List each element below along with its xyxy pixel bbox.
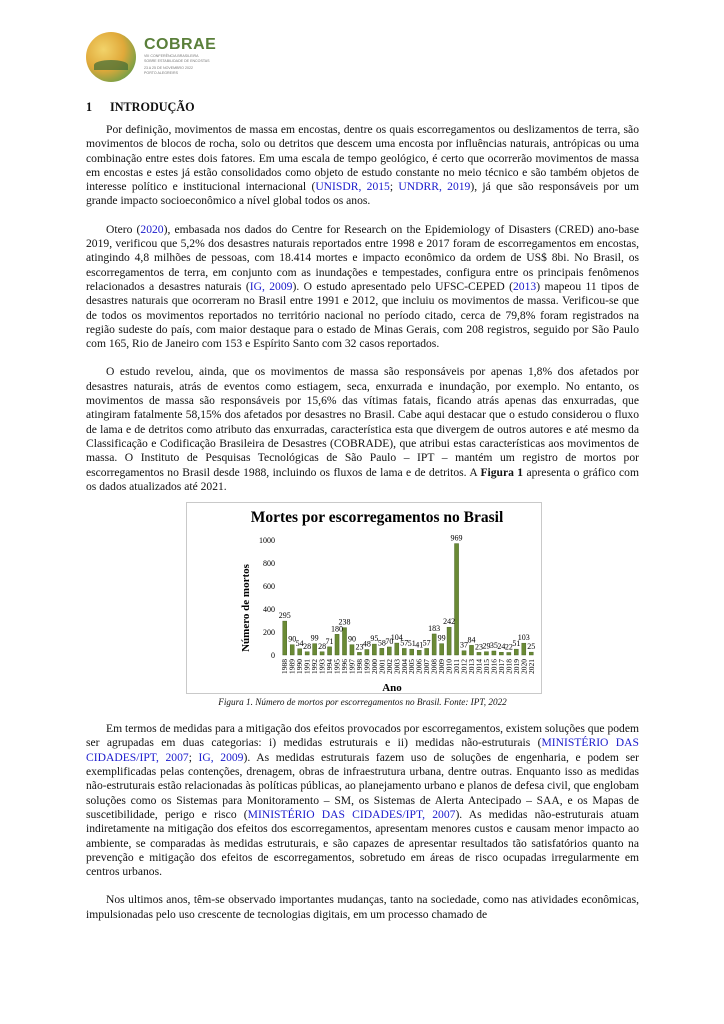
- x-tick-label: 2008: [429, 659, 439, 675]
- bar-value-label: 90: [288, 634, 297, 644]
- x-tick-label: 2017: [496, 659, 506, 675]
- bar: [507, 653, 511, 656]
- bar: [283, 621, 287, 655]
- section-heading: [86, 100, 639, 115]
- citation-link[interactable]: UNISDR, 2015: [315, 180, 390, 194]
- bar-value-label: 54: [295, 638, 304, 648]
- bar: [440, 644, 444, 655]
- bar: [365, 650, 369, 656]
- paragraph-2: [86, 223, 639, 352]
- x-tick-label: 2021: [526, 659, 536, 675]
- x-tick-label: 2003: [392, 659, 402, 675]
- logo-subtitle-4: PORTO ALEGRE/RS: [144, 71, 179, 75]
- y-axis-label: Número de mortos: [240, 564, 252, 653]
- x-tick-label: 2016: [489, 659, 499, 675]
- paragraph-text: ). O estudo apresentado pelo UFSC-CEPED (: [292, 279, 513, 293]
- bar: [410, 649, 414, 655]
- bar-value-label: 242: [443, 617, 456, 627]
- x-axis-label: Ano: [382, 682, 402, 694]
- figure-1-chart: [186, 502, 542, 694]
- y-tick-label: 0: [271, 651, 275, 661]
- y-tick-label: 600: [263, 582, 275, 592]
- bar-value-label: 58: [377, 638, 386, 648]
- conference-header: [86, 30, 346, 88]
- x-tick-label: 2015: [481, 659, 491, 675]
- x-tick-label: 2020: [519, 659, 529, 675]
- paragraph-text: ) mapeou 11 tipos de desastres naturais que ocorreram no Brasil entre 1991 e 2012, que incluiu os movimentos de massa. Verificou-se que de todos os movimentos reportados no território nacional no período citado, cerca de 79,8% foram registrados na região sudeste do país, com maior destaque para o estado de Minas Gerais, com 208 registros, seguido por São Paulo com 165, Rio de Janeiro com 153 e Espírito Santo com 32 casos reportados.: [86, 279, 639, 351]
- bar: [522, 643, 526, 655]
- bar: [455, 544, 459, 655]
- logo-subtitle-3: 23 A 25 DE NOVEMBRO 2022: [144, 66, 193, 70]
- x-tick-label: 1992: [310, 659, 320, 675]
- bar: [342, 628, 346, 655]
- bar: [484, 652, 488, 655]
- logo-title: COBRAE: [144, 36, 217, 53]
- x-tick-label: 1994: [325, 659, 335, 675]
- bar-value-label: 57: [422, 638, 431, 648]
- x-tick-label: 2005: [407, 659, 417, 675]
- paragraph-text: ;: [389, 180, 399, 194]
- bar: [313, 644, 317, 655]
- x-tick-label: 2007: [422, 659, 432, 675]
- paragraph-text: Por definição, movimentos de massa em encostas, dentre os quais escorregamentos ou deslizamentos de terra, são movimentos de blocos de rocha, solo ou detritos que descem uma encosta por influências naturais, antrópicas ou uma combinação entre estes dois fatores. Em uma escala de tempo geológico, é certo que ocorrerão movimentos de massa em encostas e estes já estão consolidados como objeto de estudo constante no meio técnico e são também objetos de interesse político e institucional internacional (: [86, 123, 639, 194]
- x-tick-label: 2011: [452, 659, 462, 674]
- x-tick-label: 1993: [317, 659, 327, 675]
- x-tick-label: 1999: [362, 659, 372, 675]
- y-tick-label: 200: [263, 628, 275, 638]
- paragraph-text: Otero (: [106, 222, 141, 236]
- x-tick-label: 1989: [287, 659, 297, 675]
- citation-link[interactable]: MINISTÉRIO DAS CIDADES/IPT, 2007: [86, 736, 639, 764]
- citation-link[interactable]: 2013: [513, 279, 537, 293]
- section-title: INTRODUÇÃO: [110, 100, 195, 114]
- bar: [492, 651, 496, 655]
- bar-value-label: 28: [318, 641, 327, 651]
- bar-value-label: 99: [437, 633, 446, 643]
- x-tick-label: 2012: [459, 659, 469, 675]
- y-tick-label: 400: [263, 605, 275, 615]
- paragraph-text: O estudo revelou, ainda, que os movimentos de massa são responsáveis por apenas 1,8% dos afetados por desastres naturais, atrás de eventos como estiagem, seca, enxurrada e inundação, por exemplo. No entanto, os movimentos de massa são responsáveis por 15,6% das vítimas fatais, ficando atrás apenas das enxurradas, que atingiram fatalmente 58,15% dos afetados por desastres no Brasil. Cabe aqui destacar que o estudo considerou o fluxo de lama e de detritos como atributo das enxurradas, característica esta que divergem de outros autores e até mesmo da Classificação e Codificação Brasileira de Desastres (COBRADE), que atribui estas características aos movimentos de massa. O Instituto de Pesquisas Tecnológicas de São Paulo – IPT – mantém um registro de mortos por escorregamentos no Brasil desde 1988, incluindo os fluxos de lama e de detritos. A: [86, 365, 639, 479]
- bar-value-label: 180: [331, 624, 344, 634]
- y-tick-label: 1000: [259, 536, 275, 546]
- paragraph-1: [86, 123, 639, 209]
- paragraph-5: Nos ultimos anos, têm-se observado importantes mudanças, tanto na sociedade, como nas atividades econômicas, impulsionadas pelo uso crescente de tecnologias digitais, em um processo chamado de: [86, 893, 639, 921]
- bar-value-label: 238: [338, 617, 351, 627]
- paragraph-text: ;: [188, 750, 199, 764]
- bar-value-label: 71: [325, 636, 334, 646]
- bar: [372, 644, 376, 655]
- paragraph-text: ). As medidas não-estruturais atuam indiretamente na mitigação dos efeitos dos escorregamentos, apresentam menores custos e causam menor impacto ao ambiente, se comparadas às medidas estruturais, e são capazes de apresentar resultados tão satisfatórios quanto na prevenção e mitigação dos efeitos de escorregamentos, sobretudo em áreas de risco ocupadas irregularmente em centros urbanos.: [86, 807, 639, 879]
- x-tick-label: 2001: [377, 659, 387, 675]
- bar-chart: [187, 503, 541, 693]
- bar-value-label: 57: [400, 638, 409, 648]
- y-tick-label: 800: [263, 559, 275, 569]
- logo-subtitle-1: VIII CONFERÊNCIA BRASILEIRA: [144, 54, 199, 58]
- bar: [425, 649, 429, 656]
- bar-value-label: 95: [370, 634, 379, 644]
- paragraph-text: apresenta o gráfico com os dados atualizados até 2021.: [86, 465, 639, 493]
- paragraph-text: Em termos de medidas para a mitigação dos efeitos provocados por escorregamentos, existem soluções que podem ser agrupadas em duas categorias: i) medidas estruturais e ii) medidas não-estruturais (: [86, 722, 639, 750]
- paper-body: [86, 100, 639, 922]
- bar-value-label: 23: [474, 642, 483, 652]
- section-number: 1: [86, 100, 93, 114]
- paragraph-text: ), já que são responsáveis por um grande impacto socioeconômico a nível global todos os anos.: [86, 180, 639, 208]
- conference-logo-icon: [86, 32, 136, 82]
- bar-value-label: 969: [450, 533, 463, 543]
- x-tick-label: 2004: [399, 659, 409, 675]
- x-tick-label: 2006: [414, 659, 424, 675]
- bar-value-label: 103: [517, 633, 530, 643]
- citation-link[interactable]: IG, 2009: [249, 279, 293, 293]
- citation-link[interactable]: UNDRR, 2019: [398, 180, 471, 194]
- bar: [417, 650, 421, 655]
- bar: [380, 648, 384, 655]
- x-tick-label: 2009: [437, 659, 447, 675]
- bar: [402, 649, 406, 656]
- data-labels: [279, 534, 536, 652]
- bar: [432, 634, 436, 655]
- x-tick-label: 1998: [354, 659, 364, 675]
- bar-value-label: 48: [362, 639, 371, 649]
- paragraph-text: ), embasada nos dados do Centre for Research on the Epidemiology of Disasters (CRED) ano-base 2019, verificou que 5,2% dos desastres naturais reportados entre 1998 e 2017 foram de escorregamentos em encostas, atingindo 4,8 milhões de pessoas, com 18.414 mortes e impacto econômico da ordem de US$ 8bi. No Brasil, os escorregamentos de terra, em conjunto com as inundações e tempestades, configura entre os principais fenômenos relacionados a desastres naturais (: [86, 222, 639, 293]
- bar-value-label: 23: [355, 642, 364, 652]
- bar-value-label: 295: [278, 611, 291, 621]
- x-tick-label: 1990: [295, 659, 305, 675]
- citation-link[interactable]: MINISTÉRIO DAS CIDADES/IPT, 2007: [247, 807, 456, 821]
- citation-link[interactable]: IG, 2009: [198, 750, 244, 764]
- x-tick-label: 2002: [384, 659, 394, 675]
- citation-link[interactable]: 2020: [140, 222, 164, 236]
- bar: [357, 652, 361, 655]
- x-tick-label: 2013: [467, 659, 476, 675]
- x-tick-label: 1988: [280, 659, 290, 675]
- bar: [335, 634, 339, 655]
- bar-value-label: 24: [497, 642, 506, 652]
- bar-value-label: 51: [407, 639, 416, 649]
- bar: [320, 652, 324, 655]
- x-tick-label: 1995: [332, 659, 342, 675]
- bar: [305, 652, 309, 655]
- x-tick-label: 1991: [302, 659, 312, 675]
- bar-value-label: 70: [385, 637, 394, 647]
- bar-value-label: 99: [310, 633, 319, 643]
- figure-caption: Figura 1. Número de mortos por escorregamentos no Brasil. Fonte: IPT, 2022: [218, 697, 507, 708]
- figure-reference: Figura 1: [480, 465, 524, 479]
- x-tick-label: 2000: [369, 659, 379, 675]
- bar-value-label: 22: [504, 642, 513, 652]
- bar-value-label: 35: [489, 641, 498, 651]
- x-tick-label: 2018: [504, 659, 514, 675]
- paragraph-3: [86, 365, 639, 494]
- bar-value-label: 28: [303, 641, 312, 651]
- bar: [447, 627, 451, 655]
- y-axis-ticks: [259, 536, 275, 660]
- bar: [290, 645, 294, 655]
- bar: [350, 645, 354, 655]
- bar-value-label: 41: [415, 640, 424, 650]
- x-axis-ticks: [280, 659, 536, 674]
- bar: [499, 652, 503, 655]
- bar-value-label: 183: [428, 624, 441, 634]
- bar: [469, 645, 473, 655]
- paragraph-4: [86, 722, 639, 879]
- bar-value-label: 37: [460, 640, 469, 650]
- bar: [387, 647, 391, 655]
- bar-value-label: 29: [482, 641, 491, 651]
- x-tick-label: 2010: [444, 659, 454, 675]
- x-tick-label: 2014: [474, 659, 484, 675]
- x-tick-label: 2019: [511, 659, 521, 675]
- bar-value-label: 25: [527, 642, 536, 652]
- bar-value-label: 90: [347, 634, 356, 644]
- bar: [529, 652, 533, 655]
- bar: [328, 647, 332, 655]
- bar-value-label: 51: [512, 639, 521, 649]
- logo-subtitle-2: SOBRE ESTABILIDADE DE ENCOSTAS: [144, 59, 210, 63]
- bar: [477, 652, 481, 655]
- paragraph-text: ). As medidas estruturais fazem uso de soluções de engenharia, e podem ser exemplificadas pelas contenções, drenagem, obras de infraestrutura urbana, dentre outras. Enquanto isso as medidas não-estruturais estão relacionadas às políticas públicas, ao planejamento urbano e planos de defesa civil, que englobam soluções como os Sistemas para Monitoramento – SM, os Sistemas de Alerta Antecipado – SAA, e os Mapas de suscetibilidade, perigo e risco (: [86, 750, 640, 821]
- bar: [298, 649, 302, 655]
- bar: [395, 643, 399, 655]
- bar-value-label: 84: [467, 635, 476, 645]
- bar: [514, 649, 518, 655]
- bar-value-label: 104: [390, 633, 403, 643]
- x-tick-label: 1996: [340, 659, 349, 675]
- x-tick-label: 1997: [347, 659, 357, 675]
- chart-title: Mortes por escorregamentos no Brasil: [250, 509, 504, 527]
- bar: [462, 651, 466, 655]
